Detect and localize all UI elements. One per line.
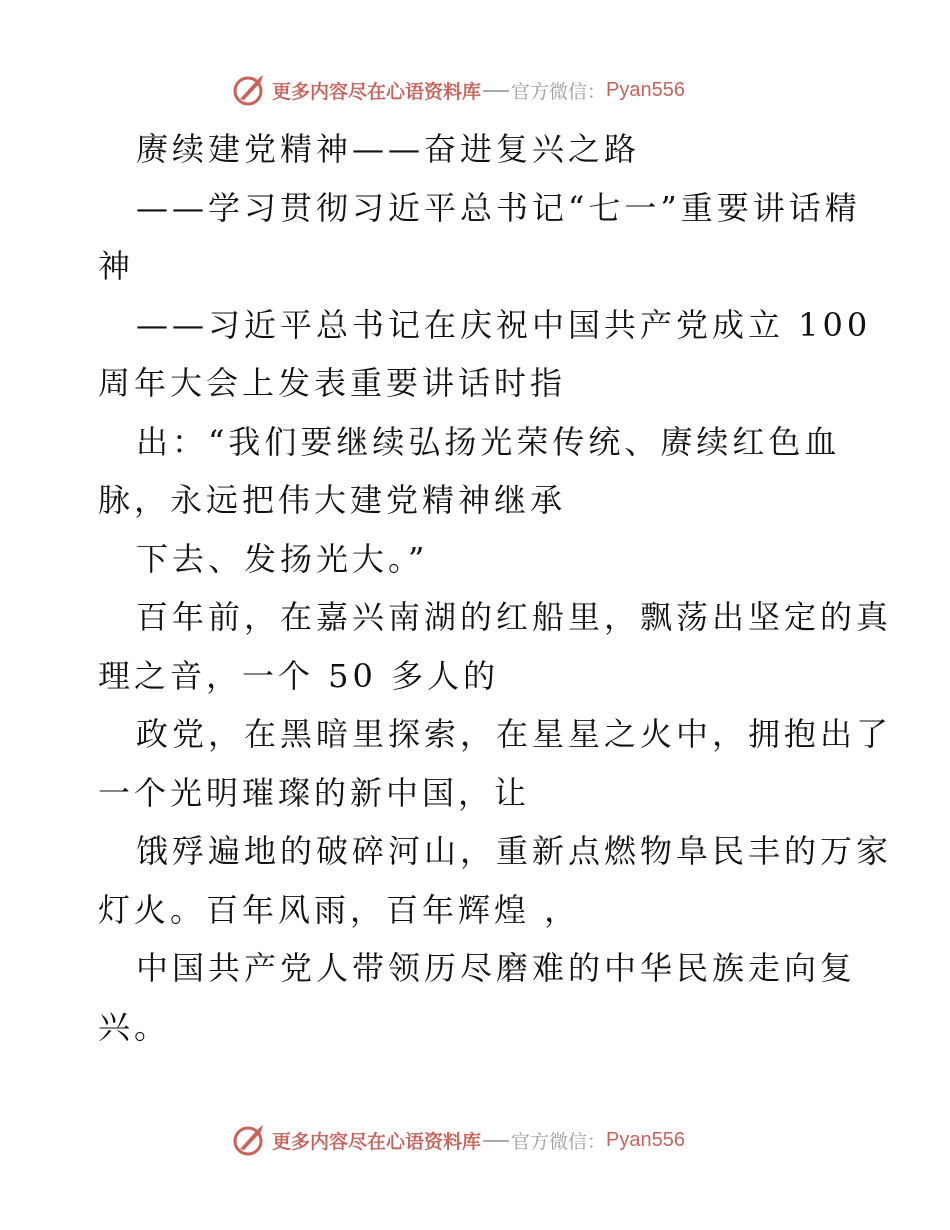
watermark-dash [483,1140,509,1142]
watermark-wechat-id: Pyan556 [606,1128,685,1151]
body-line: 出：“我们要继续弘扬光荣传统、赓续红色血 [136,422,841,461]
watermark-brand: 更多内容尽在心语资料库 [272,80,482,103]
document-body [98,120,893,1056]
watermark-wechat-id: Pyan556 [606,78,685,101]
body-line: 脉，永远把伟大建党精神继承 [98,481,567,519]
body-line: 一个光明璀璨的新中国，让 [98,773,531,812]
footer-watermark [232,1122,685,1158]
watermark-label: 官方微信： [511,1130,607,1153]
body-line: 百年前，在嘉兴南湖的红船里，飘荡出坚定的真 [136,598,893,636]
watermark-dash [483,90,509,92]
body-line: 周年大会上发表重要讲话时指 [98,364,567,402]
body-line: 中国共产党人带领历尽磨难的中华民族走向复 [136,949,857,987]
body-line: 下去、发扬光大。” [136,539,429,578]
quill-logo-icon [232,73,266,107]
subtitle-line-cont: 神 [98,247,135,285]
subtitle-line: ——学习贯彻习近平总书记“七一”重要讲话精 [136,188,861,227]
header-watermark [232,72,685,108]
body-line: 兴。 [98,1007,171,1046]
watermark-label: 官方微信： [511,80,607,103]
title-line: 赓续建党精神——奋进复兴之路 [136,130,641,168]
body-line: 理之音，一个 50 多人的 [98,656,500,695]
quill-logo-icon [232,1123,266,1157]
body-line: 政党，在黑暗里探索，在星星之火中，拥抱出了 [136,715,893,753]
body-line: 灯火。百年风雨，百年辉煌 ， [98,890,581,929]
watermark-brand: 更多内容尽在心语资料库 [272,1130,482,1153]
body-line: 饿殍遍地的破碎河山，重新点燃物阜民丰的万家 [136,832,893,870]
body-line: ——习近平总书记在庆祝中国共产党成立 100 [136,305,872,344]
